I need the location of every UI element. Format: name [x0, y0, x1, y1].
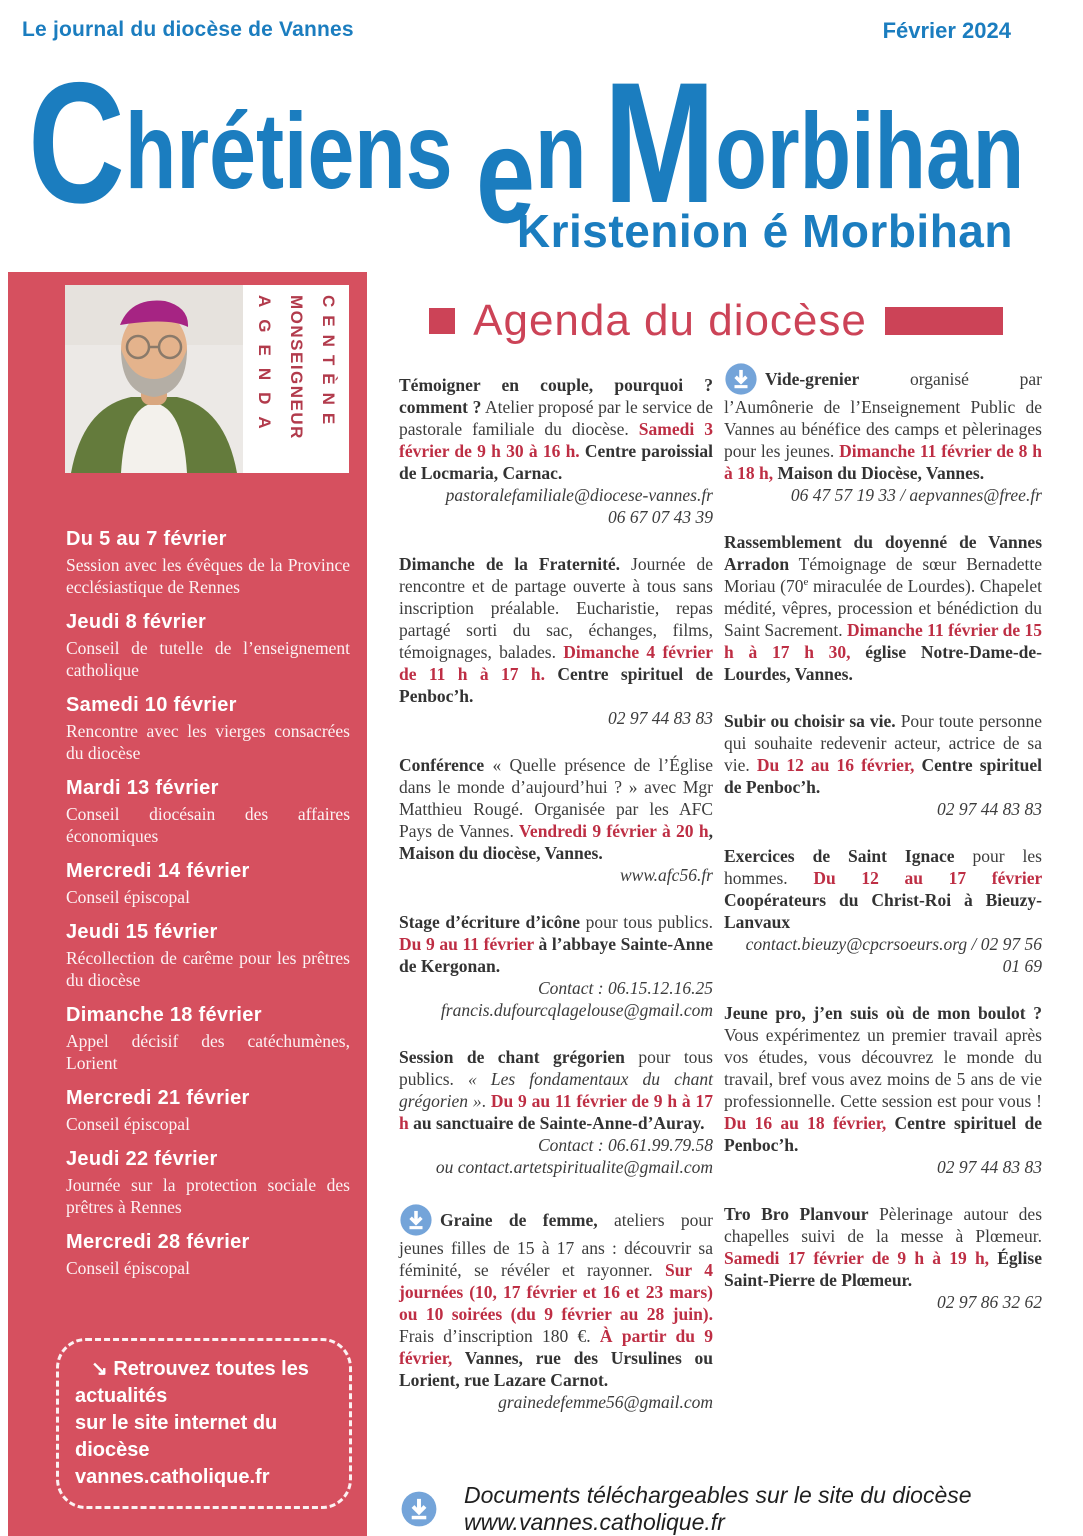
event-text: Conférence « Quelle présence de l’Église dans le monde d’aujourd’hui ? » avec Mgr Matthieu Rougé. Organisée par les AFC Pays de Vannes. Vendredi 9 février à 20 h, Maison du diocèse, Vannes. — [399, 755, 713, 863]
agenda-item — [66, 1148, 350, 1218]
masthead-letter-m: M — [603, 47, 716, 239]
contact-line: francis.dufourcqlagelouse@gmail.com — [440, 1000, 713, 1020]
download-icon — [400, 1490, 438, 1528]
agenda-description: Conseil de tutelle de l’enseignement catholique — [66, 638, 350, 680]
masthead-subtitle: Kristenion é Morbihan — [516, 205, 1013, 257]
contact-line: 02 97 44 83 83 — [608, 708, 713, 728]
agenda-item — [66, 860, 350, 908]
download-icon — [399, 1203, 433, 1237]
agenda-date: Mercredi 14 février — [66, 860, 250, 882]
agenda-item — [66, 611, 350, 681]
agenda-date: Mardi 13 février — [66, 777, 219, 799]
contact-line: 02 97 44 83 83 — [937, 1157, 1042, 1177]
event-text: Graine de femme, ateliers pour jeunes filles de 15 à 17 ans : découvrir sa féminité, se révéler et rayonner. Sur 4 journées (10, 17 février et 16 et 23 mars) ou 10 soirées (du 9 février au 28 juin). Frais d’inscription 180 €. À partir du 9 février, Vannes, rue des Ursulines ou Lorient, rue Lazare Carnot. — [399, 1203, 713, 1391]
agenda-description: Conseil épiscopal — [66, 1114, 190, 1134]
masthead-letter-n: n — [535, 90, 587, 211]
event-entry — [724, 1002, 1042, 1178]
agenda-item — [66, 694, 350, 764]
agenda-date: Du 5 au 7 février — [66, 528, 227, 550]
agenda-item — [66, 1231, 350, 1279]
contact-line: 06 67 07 43 39 — [608, 507, 713, 527]
event-text: Rassemblement du doyenné de Vannes Arradon Témoignage de sœur Bernadette Moriau (70e miraculée de Lourdes). Chapelet médité, vêpres, procession et bénédiction du Saint Sacrement. Dimanche 11 février de 15 h à 17 h 30, église Notre-Dame-de-Lourdes, Vannes. — [724, 532, 1043, 684]
contact-line: contact.bieuzy@cpcrsoeurs.org / 02 97 56 01 69 — [745, 934, 1042, 976]
agenda-item — [66, 1087, 350, 1135]
masthead-word-orbihan: orbihan — [715, 90, 1025, 211]
bishop-photo-row — [65, 285, 349, 473]
event-text: Stage d’écriture d’icône pour tous publics. Du 9 au 11 février à l’abbaye Sainte-Anne de Kergonan. — [399, 912, 713, 976]
agenda-monseigneur-centene-panel — [243, 285, 349, 473]
event-entry — [399, 754, 713, 886]
contact-line: www.afc56.fr — [619, 865, 713, 885]
agenda-date: Mercredi 28 février — [66, 1231, 250, 1253]
red-bar-decoration — [885, 307, 1003, 335]
bishop-agenda-list — [66, 528, 350, 1292]
vertical-label: AGENDA — [255, 295, 274, 441]
contact-line: ou contact.artetspiritualite@gmail.com — [435, 1157, 713, 1177]
agenda-description: Rencontre avec les vierges consacrées du diocèse — [66, 721, 350, 763]
event-text: Témoigner en couple, pourquoi ? comment ? Atelier proposé par le service de pastorale familiale du diocèse. Samedi 3 février de 9 h 30 à 16 h. Centre paroissial de Locmaria, Carnac. — [399, 375, 713, 483]
event-entry — [399, 374, 713, 528]
info-box-line: ↘ Retrouvez toutes les actualités — [75, 1358, 309, 1407]
agenda-date: Dimanche 18 février — [66, 1004, 262, 1026]
masthead-word-hretiens: hrétiens — [124, 90, 453, 211]
footer-text: Documents téléchargeables sur le site du diocèse www.vannes.catholique.fr — [464, 1482, 972, 1535]
vertical-label: CENTÈNE — [319, 295, 338, 433]
agenda-description: Session avec les évêques de la Province ecclésiastique de Rennes — [66, 555, 350, 597]
red-square-decoration — [429, 308, 455, 334]
bishop-portrait-photo — [65, 285, 243, 473]
events-column-left — [399, 374, 713, 1438]
agenda-item — [66, 921, 350, 991]
event-entry — [399, 1046, 713, 1178]
contact-line: 06 47 57 19 33 / aepvannes@free.fr — [790, 485, 1042, 505]
journal-label: Le journal du diocèse de Vannes — [22, 18, 354, 41]
info-box-line: vannes.catholique.fr — [75, 1466, 270, 1488]
news-info-box — [56, 1338, 352, 1509]
agenda-description: Conseil épiscopal — [66, 887, 190, 907]
agenda-item — [66, 528, 350, 598]
contact-line: Contact : 06.15.12.16.25 — [538, 978, 713, 998]
agenda-date: Jeudi 15 février — [66, 921, 218, 943]
arrow-down-right-icon: ↘ — [91, 1358, 114, 1380]
agenda-description: Journée sur la protection sociale des prêtres à Rennes — [66, 1175, 350, 1217]
agenda-description: Récollection de carême pour les prêtres du diocèse — [66, 948, 350, 990]
masthead-letter-c: C — [28, 47, 125, 239]
contact-line: 02 97 86 32 62 — [937, 1292, 1042, 1312]
event-entry — [399, 1203, 713, 1413]
event-text: Vide-grenier organisé par l’Aumônerie de l’Enseignement Public de Vannes au bénéfice des camps et pèlerinages pour les jeunes. Dimanche 11 février de 8 h à 18 h, Maison du Diocèse, Vannes. — [724, 362, 1042, 484]
footer-note — [400, 1482, 1050, 1536]
event-entry — [724, 845, 1042, 977]
sidebar — [8, 272, 367, 1536]
agenda-date: Jeudi 22 février — [66, 1148, 218, 1170]
info-box-line: sur le site internet du diocèse — [75, 1412, 278, 1461]
agenda-date: Jeudi 8 février — [66, 611, 207, 633]
vertical-label: MONSEIGNEUR — [287, 295, 306, 440]
agenda-description: Conseil diocésain des affaires économiques — [66, 804, 350, 846]
section-title-row — [380, 296, 1052, 346]
events-column-right — [724, 362, 1042, 1338]
contact-line: Contact : 06.61.99.79.58 — [538, 1135, 713, 1155]
event-text: Session de chant grégorien pour tous publics. « Les fondamentaux du chant grégorien ». Du 9 au 11 février de 9 h à 17 h au sanctuaire de Sainte-Anne-d’Auray. — [399, 1047, 713, 1133]
event-entry — [724, 1203, 1042, 1313]
event-text: Tro Bro Planvour Pèlerinage autour des chapelles suivi de la messe à Plœmeur. Samedi 17 février de 9 h à 19 h, Église Saint-Pierre de Plœmeur. — [724, 1204, 1043, 1290]
agenda-date: Samedi 10 février — [66, 694, 237, 716]
issue-date: Février 2024 — [882, 18, 1011, 43]
agenda-description: Appel décisif des catéchumènes, Lorient — [66, 1031, 350, 1073]
event-text: Jeune pro, j’en suis où de mon boulot ? Vous expérimentez un premier travail après vos études, vous découvrez le monde du travail, bref vous avez moins de 5 ans de vie professionnelle. Cette session est pour vous ! Du 16 au 18 février, Centre spirituel de Penboc’h. — [724, 1003, 1042, 1155]
agenda-date: Mercredi 21 février — [66, 1087, 250, 1109]
contact-line: grainedefemme56@gmail.com — [498, 1392, 713, 1412]
event-text: Dimanche de la Fraternité. Journée de rencontre et de partage ouverte à tous sans inscription préalable. Eucharistie, repas partagé sorti du sac, échanges, films, témoignages, balades. Dimanche 4 février de 11 h à 17 h. Centre spirituel de Penboc’h. — [399, 554, 713, 706]
bishop-portrait-illustration — [65, 285, 243, 473]
agenda-description: Conseil épiscopal — [66, 1258, 190, 1278]
contact-line: pastoralefamiliale@diocese-vannes.fr — [445, 485, 713, 505]
contact-line: 02 97 44 83 83 — [937, 799, 1042, 819]
masthead-letter-e: e — [476, 99, 535, 251]
event-entry — [724, 362, 1042, 506]
event-entry — [399, 553, 713, 729]
event-text: Exercices de Saint Ignace pour les hommes. Du 12 au 17 février Coopérateurs du Christ-Roi à Bieuzy-Lanvaux — [724, 846, 1042, 932]
event-text: Subir ou choisir sa vie. Pour toute personne qui souhaite redevenir acteur, actrice de sa vie. Du 12 au 16 février, Centre spirituel de Penboc’h. — [724, 711, 1042, 797]
agenda-item — [66, 777, 350, 847]
section-title: Agenda du diocèse — [473, 296, 867, 345]
event-entry — [724, 710, 1042, 820]
agenda-item — [66, 1004, 350, 1074]
download-icon — [724, 362, 758, 396]
event-entry — [399, 911, 713, 1021]
event-entry — [724, 531, 1042, 685]
